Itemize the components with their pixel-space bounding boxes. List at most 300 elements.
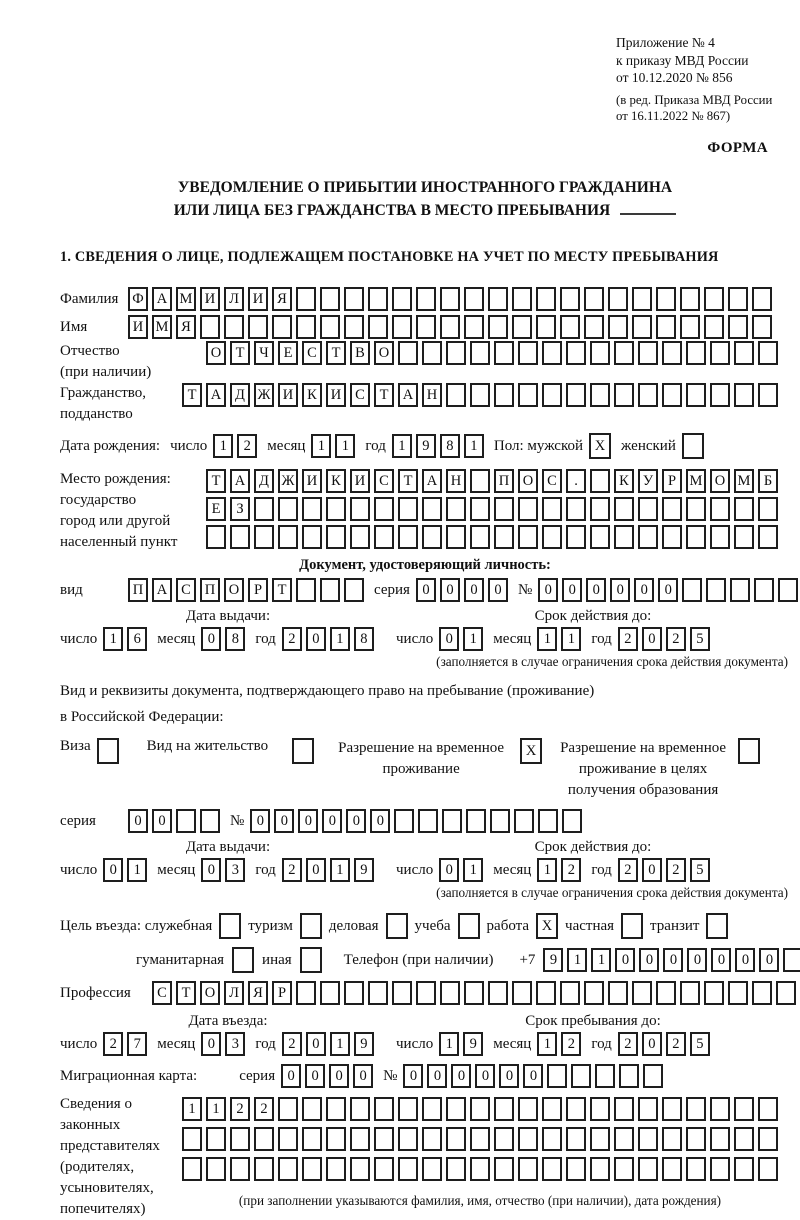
char-cell[interactable] xyxy=(416,981,436,1005)
char-cell[interactable] xyxy=(730,578,750,602)
char-cell[interactable]: С xyxy=(350,383,370,407)
char-cell[interactable] xyxy=(614,341,634,365)
purpose-work-checkbox[interactable] xyxy=(536,913,558,939)
char-cell[interactable] xyxy=(494,1157,514,1181)
char-cell[interactable]: 9 xyxy=(543,948,563,972)
char-cell[interactable]: 0 xyxy=(439,858,459,882)
char-cell[interactable]: Р xyxy=(272,981,292,1005)
char-cell[interactable] xyxy=(590,525,610,549)
char-cell[interactable] xyxy=(590,341,610,365)
char-cell[interactable] xyxy=(518,497,538,521)
char-cell[interactable] xyxy=(296,287,316,311)
char-cell[interactable] xyxy=(662,1127,682,1151)
char-cell[interactable] xyxy=(632,981,652,1005)
char-cell[interactable] xyxy=(494,383,514,407)
char-cell[interactable] xyxy=(518,525,538,549)
char-cell[interactable] xyxy=(490,809,510,833)
char-cell[interactable]: 1 xyxy=(463,627,483,651)
char-cell[interactable] xyxy=(278,1097,298,1121)
char-cell[interactable]: П xyxy=(494,469,514,493)
char-cell[interactable] xyxy=(494,497,514,521)
char-cell[interactable]: М xyxy=(176,287,196,311)
char-cell[interactable] xyxy=(614,1097,634,1121)
sex-male-checkbox[interactable] xyxy=(589,433,611,459)
char-cell[interactable]: 1 xyxy=(537,1032,557,1056)
char-cell[interactable]: 2 xyxy=(282,858,302,882)
char-cell[interactable] xyxy=(710,1157,730,1181)
char-cell[interactable]: О xyxy=(374,341,394,365)
char-cell[interactable]: 0 xyxy=(274,809,294,833)
char-cell[interactable] xyxy=(728,287,748,311)
char-cell[interactable]: А xyxy=(152,578,172,602)
char-cell[interactable]: И xyxy=(200,287,220,311)
char-cell[interactable] xyxy=(302,1157,322,1181)
char-cell[interactable] xyxy=(638,1157,658,1181)
char-cell[interactable]: Д xyxy=(254,469,274,493)
char-cell[interactable]: 0 xyxy=(523,1064,543,1088)
char-cell[interactable]: 0 xyxy=(759,948,779,972)
char-cell[interactable] xyxy=(512,287,532,311)
char-cell[interactable]: 0 xyxy=(427,1064,447,1088)
char-cell[interactable] xyxy=(254,1157,274,1181)
char-cell[interactable] xyxy=(446,1097,466,1121)
char-cell[interactable]: 2 xyxy=(618,1032,638,1056)
char-cell[interactable]: 2 xyxy=(282,627,302,651)
char-cell[interactable] xyxy=(778,578,798,602)
char-cell[interactable]: А xyxy=(230,469,250,493)
char-cell[interactable]: 0 xyxy=(322,809,342,833)
char-cell[interactable]: 2 xyxy=(103,1032,123,1056)
char-cell[interactable]: 6 xyxy=(127,627,147,651)
char-cell[interactable]: 1 xyxy=(561,627,581,651)
char-cell[interactable]: Ч xyxy=(254,341,274,365)
char-cell[interactable] xyxy=(758,497,778,521)
char-cell[interactable] xyxy=(590,383,610,407)
char-cell[interactable] xyxy=(278,525,298,549)
char-cell[interactable] xyxy=(571,1064,591,1088)
char-cell[interactable]: И xyxy=(248,287,268,311)
char-cell[interactable] xyxy=(758,525,778,549)
char-cell[interactable] xyxy=(614,383,634,407)
char-cell[interactable] xyxy=(470,341,490,365)
char-cell[interactable] xyxy=(590,1127,610,1151)
char-cell[interactable] xyxy=(418,809,438,833)
purpose-business-checkbox[interactable] xyxy=(386,913,408,939)
char-cell[interactable] xyxy=(560,315,580,339)
char-cell[interactable]: 0 xyxy=(499,1064,519,1088)
char-cell[interactable]: 0 xyxy=(416,578,436,602)
char-cell[interactable]: О xyxy=(206,341,226,365)
char-cell[interactable] xyxy=(320,287,340,311)
char-cell[interactable]: 0 xyxy=(586,578,606,602)
char-cell[interactable]: М xyxy=(686,469,706,493)
char-cell[interactable] xyxy=(300,947,322,973)
char-cell[interactable] xyxy=(614,525,634,549)
char-cell[interactable] xyxy=(398,1157,418,1181)
char-cell[interactable] xyxy=(422,497,442,521)
char-cell[interactable]: 0 xyxy=(306,858,326,882)
char-cell[interactable] xyxy=(176,809,196,833)
char-cell[interactable]: 0 xyxy=(128,809,148,833)
char-cell[interactable] xyxy=(488,287,508,311)
char-cell[interactable]: И xyxy=(128,315,148,339)
char-cell[interactable] xyxy=(643,1064,663,1088)
char-cell[interactable] xyxy=(638,1097,658,1121)
char-cell[interactable] xyxy=(734,1157,754,1181)
char-cell[interactable] xyxy=(518,1097,538,1121)
char-cell[interactable]: 1 xyxy=(330,858,350,882)
char-cell[interactable]: 1 xyxy=(567,948,587,972)
char-cell[interactable] xyxy=(464,981,484,1005)
char-cell[interactable] xyxy=(776,981,796,1005)
char-cell[interactable]: 0 xyxy=(610,578,630,602)
purpose-study-checkbox[interactable] xyxy=(458,913,480,939)
char-cell[interactable] xyxy=(254,1127,274,1151)
char-cell[interactable] xyxy=(494,1097,514,1121)
char-cell[interactable] xyxy=(562,809,582,833)
char-cell[interactable]: 9 xyxy=(354,1032,374,1056)
char-cell[interactable] xyxy=(710,341,730,365)
char-cell[interactable] xyxy=(662,341,682,365)
char-cell[interactable] xyxy=(494,1127,514,1151)
char-cell[interactable] xyxy=(230,1127,250,1151)
char-cell[interactable] xyxy=(374,497,394,521)
char-cell[interactable] xyxy=(344,287,364,311)
char-cell[interactable] xyxy=(398,1097,418,1121)
char-cell[interactable] xyxy=(442,809,462,833)
char-cell[interactable] xyxy=(706,913,728,939)
char-cell[interactable] xyxy=(392,981,412,1005)
char-cell[interactable] xyxy=(300,913,322,939)
char-cell[interactable]: 1 xyxy=(537,627,557,651)
char-cell[interactable]: 0 xyxy=(298,809,318,833)
char-cell[interactable] xyxy=(302,1127,322,1151)
char-cell[interactable]: 7 xyxy=(127,1032,147,1056)
char-cell[interactable]: С xyxy=(152,981,172,1005)
char-cell[interactable] xyxy=(542,497,562,521)
char-cell[interactable] xyxy=(230,1157,250,1181)
char-cell[interactable] xyxy=(368,287,388,311)
char-cell[interactable] xyxy=(494,525,514,549)
char-cell[interactable] xyxy=(296,315,316,339)
purpose-official-checkbox[interactable] xyxy=(219,913,241,939)
char-cell[interactable]: 1 xyxy=(392,434,412,458)
char-cell[interactable] xyxy=(638,525,658,549)
char-cell[interactable] xyxy=(728,981,748,1005)
char-cell[interactable] xyxy=(470,1157,490,1181)
char-cell[interactable]: 8 xyxy=(225,627,245,651)
char-cell[interactable]: Я xyxy=(248,981,268,1005)
char-cell[interactable] xyxy=(595,1064,615,1088)
char-cell[interactable] xyxy=(374,1097,394,1121)
char-cell[interactable] xyxy=(752,981,772,1005)
char-cell[interactable] xyxy=(458,913,480,939)
char-cell[interactable]: Р xyxy=(248,578,268,602)
char-cell[interactable]: 1 xyxy=(213,434,233,458)
char-cell[interactable]: 2 xyxy=(618,627,638,651)
char-cell[interactable]: 0 xyxy=(488,578,508,602)
char-cell[interactable] xyxy=(464,287,484,311)
char-cell[interactable]: 2 xyxy=(666,627,686,651)
char-cell[interactable] xyxy=(446,341,466,365)
char-cell[interactable] xyxy=(536,981,556,1005)
char-cell[interactable] xyxy=(621,913,643,939)
char-cell[interactable] xyxy=(680,981,700,1005)
char-cell[interactable] xyxy=(392,315,412,339)
char-cell[interactable] xyxy=(710,383,730,407)
char-cell[interactable] xyxy=(470,469,490,493)
char-cell[interactable] xyxy=(614,1157,634,1181)
char-cell[interactable]: Т xyxy=(272,578,292,602)
char-cell[interactable]: 2 xyxy=(561,1032,581,1056)
char-cell[interactable] xyxy=(440,981,460,1005)
char-cell[interactable] xyxy=(656,981,676,1005)
char-cell[interactable] xyxy=(398,1127,418,1151)
char-cell[interactable] xyxy=(97,738,119,764)
char-cell[interactable] xyxy=(590,497,610,521)
char-cell[interactable]: Т xyxy=(230,341,250,365)
char-cell[interactable]: П xyxy=(200,578,220,602)
char-cell[interactable] xyxy=(536,287,556,311)
char-cell[interactable]: 1 xyxy=(330,627,350,651)
char-cell[interactable]: 2 xyxy=(254,1097,274,1121)
char-cell[interactable] xyxy=(710,1127,730,1151)
char-cell[interactable]: 0 xyxy=(642,858,662,882)
purpose-transit-checkbox[interactable] xyxy=(706,913,728,939)
char-cell[interactable] xyxy=(416,315,436,339)
char-cell[interactable]: Т xyxy=(326,341,346,365)
char-cell[interactable] xyxy=(302,497,322,521)
char-cell[interactable]: 2 xyxy=(237,434,257,458)
char-cell[interactable] xyxy=(758,341,778,365)
char-cell[interactable]: И xyxy=(302,469,322,493)
char-cell[interactable] xyxy=(302,525,322,549)
char-cell[interactable]: Т xyxy=(398,469,418,493)
char-cell[interactable]: С xyxy=(302,341,322,365)
char-cell[interactable] xyxy=(182,1157,202,1181)
char-cell[interactable]: 3 xyxy=(225,1032,245,1056)
char-cell[interactable] xyxy=(200,809,220,833)
char-cell[interactable] xyxy=(638,383,658,407)
char-cell[interactable] xyxy=(619,1064,639,1088)
char-cell[interactable] xyxy=(422,1097,442,1121)
char-cell[interactable] xyxy=(590,1157,610,1181)
char-cell[interactable] xyxy=(440,287,460,311)
char-cell[interactable]: 0 xyxy=(201,858,221,882)
char-cell[interactable] xyxy=(638,1127,658,1151)
char-cell[interactable]: 0 xyxy=(642,1032,662,1056)
temp-residence-edu-checkbox[interactable] xyxy=(738,738,760,764)
char-cell[interactable]: 0 xyxy=(663,948,683,972)
char-cell[interactable] xyxy=(710,1097,730,1121)
visa-checkbox[interactable] xyxy=(97,738,119,764)
char-cell[interactable] xyxy=(704,981,724,1005)
char-cell[interactable] xyxy=(422,1127,442,1151)
char-cell[interactable] xyxy=(738,738,760,764)
char-cell[interactable] xyxy=(230,525,250,549)
char-cell[interactable] xyxy=(560,287,580,311)
char-cell[interactable] xyxy=(518,341,538,365)
char-cell[interactable]: Т xyxy=(176,981,196,1005)
char-cell[interactable]: Т xyxy=(182,383,202,407)
char-cell[interactable] xyxy=(566,1127,586,1151)
char-cell[interactable] xyxy=(446,525,466,549)
char-cell[interactable]: 0 xyxy=(103,858,123,882)
char-cell[interactable]: Л xyxy=(224,981,244,1005)
char-cell[interactable] xyxy=(734,383,754,407)
char-cell[interactable]: 0 xyxy=(687,948,707,972)
char-cell[interactable]: 0 xyxy=(634,578,654,602)
char-cell[interactable] xyxy=(590,469,610,493)
char-cell[interactable] xyxy=(680,287,700,311)
char-cell[interactable]: Т xyxy=(374,383,394,407)
char-cell[interactable] xyxy=(734,1097,754,1121)
char-cell[interactable]: З xyxy=(230,497,250,521)
char-cell[interactable] xyxy=(584,981,604,1005)
char-cell[interactable]: 0 xyxy=(250,809,270,833)
char-cell[interactable]: 0 xyxy=(440,578,460,602)
char-cell[interactable] xyxy=(440,315,460,339)
char-cell[interactable] xyxy=(706,578,726,602)
purpose-private-checkbox[interactable] xyxy=(621,913,643,939)
char-cell[interactable] xyxy=(754,578,774,602)
char-cell[interactable]: 2 xyxy=(666,858,686,882)
char-cell[interactable] xyxy=(686,1127,706,1151)
char-cell[interactable]: 8 xyxy=(440,434,460,458)
char-cell[interactable] xyxy=(704,315,724,339)
char-cell[interactable]: С xyxy=(374,469,394,493)
char-cell[interactable] xyxy=(350,1097,370,1121)
char-cell[interactable]: Ж xyxy=(278,469,298,493)
char-cell[interactable]: 0 xyxy=(711,948,731,972)
char-cell[interactable] xyxy=(344,315,364,339)
char-cell[interactable] xyxy=(566,1157,586,1181)
char-cell[interactable] xyxy=(656,315,676,339)
char-cell[interactable] xyxy=(752,287,772,311)
char-cell[interactable]: X xyxy=(520,738,542,764)
char-cell[interactable] xyxy=(344,981,364,1005)
char-cell[interactable]: 5 xyxy=(690,858,710,882)
char-cell[interactable] xyxy=(566,497,586,521)
char-cell[interactable] xyxy=(446,1157,466,1181)
char-cell[interactable] xyxy=(704,287,724,311)
char-cell[interactable] xyxy=(446,383,466,407)
char-cell[interactable] xyxy=(206,1157,226,1181)
char-cell[interactable] xyxy=(350,497,370,521)
char-cell[interactable]: Ф xyxy=(128,287,148,311)
char-cell[interactable]: А xyxy=(206,383,226,407)
char-cell[interactable]: 1 xyxy=(463,858,483,882)
char-cell[interactable] xyxy=(608,287,628,311)
char-cell[interactable] xyxy=(682,578,702,602)
char-cell[interactable] xyxy=(488,981,508,1005)
char-cell[interactable] xyxy=(374,1127,394,1151)
char-cell[interactable] xyxy=(512,981,532,1005)
char-cell[interactable] xyxy=(182,1127,202,1151)
char-cell[interactable]: 0 xyxy=(658,578,678,602)
char-cell[interactable] xyxy=(584,287,604,311)
char-cell[interactable]: И xyxy=(278,383,298,407)
char-cell[interactable]: 0 xyxy=(562,578,582,602)
char-cell[interactable]: А xyxy=(152,287,172,311)
char-cell[interactable]: 2 xyxy=(618,858,638,882)
char-cell[interactable]: 1 xyxy=(103,627,123,651)
char-cell[interactable]: 0 xyxy=(639,948,659,972)
char-cell[interactable] xyxy=(566,341,586,365)
char-cell[interactable] xyxy=(278,1127,298,1151)
char-cell[interactable] xyxy=(584,315,604,339)
char-cell[interactable] xyxy=(464,315,484,339)
char-cell[interactable]: 1 xyxy=(182,1097,202,1121)
char-cell[interactable]: 9 xyxy=(463,1032,483,1056)
char-cell[interactable] xyxy=(470,497,490,521)
char-cell[interactable]: Я xyxy=(272,287,292,311)
char-cell[interactable] xyxy=(446,497,466,521)
char-cell[interactable]: 0 xyxy=(201,627,221,651)
char-cell[interactable]: 0 xyxy=(305,1064,325,1088)
char-cell[interactable]: 2 xyxy=(561,858,581,882)
char-cell[interactable] xyxy=(758,1097,778,1121)
char-cell[interactable]: К xyxy=(302,383,322,407)
char-cell[interactable] xyxy=(470,1097,490,1121)
char-cell[interactable]: 1 xyxy=(464,434,484,458)
char-cell[interactable]: О xyxy=(710,469,730,493)
char-cell[interactable] xyxy=(350,1127,370,1151)
char-cell[interactable] xyxy=(752,315,772,339)
char-cell[interactable] xyxy=(734,525,754,549)
char-cell[interactable] xyxy=(686,1097,706,1121)
char-cell[interactable] xyxy=(518,1127,538,1151)
char-cell[interactable] xyxy=(422,525,442,549)
char-cell[interactable] xyxy=(374,525,394,549)
char-cell[interactable] xyxy=(470,383,490,407)
char-cell[interactable]: 1 xyxy=(330,1032,350,1056)
char-cell[interactable]: 0 xyxy=(152,809,172,833)
char-cell[interactable]: Б xyxy=(758,469,778,493)
char-cell[interactable]: 0 xyxy=(615,948,635,972)
char-cell[interactable] xyxy=(374,1157,394,1181)
char-cell[interactable] xyxy=(542,525,562,549)
char-cell[interactable] xyxy=(254,525,274,549)
char-cell[interactable] xyxy=(446,1127,466,1151)
char-cell[interactable] xyxy=(608,981,628,1005)
char-cell[interactable] xyxy=(538,809,558,833)
char-cell[interactable]: А xyxy=(398,383,418,407)
char-cell[interactable]: 0 xyxy=(329,1064,349,1088)
char-cell[interactable]: 8 xyxy=(354,627,374,651)
char-cell[interactable]: 0 xyxy=(306,1032,326,1056)
char-cell[interactable] xyxy=(734,1127,754,1151)
char-cell[interactable] xyxy=(344,578,364,602)
char-cell[interactable]: X xyxy=(536,913,558,939)
char-cell[interactable] xyxy=(758,383,778,407)
char-cell[interactable] xyxy=(632,287,652,311)
char-cell[interactable] xyxy=(296,578,316,602)
char-cell[interactable]: Д xyxy=(230,383,250,407)
char-cell[interactable]: 1 xyxy=(439,1032,459,1056)
char-cell[interactable] xyxy=(542,1097,562,1121)
char-cell[interactable] xyxy=(219,913,241,939)
char-cell[interactable] xyxy=(326,525,346,549)
char-cell[interactable] xyxy=(494,341,514,365)
char-cell[interactable] xyxy=(542,341,562,365)
char-cell[interactable] xyxy=(590,1097,610,1121)
char-cell[interactable]: Р xyxy=(662,469,682,493)
char-cell[interactable] xyxy=(638,341,658,365)
char-cell[interactable]: 0 xyxy=(642,627,662,651)
char-cell[interactable]: М xyxy=(152,315,172,339)
char-cell[interactable]: 0 xyxy=(353,1064,373,1088)
